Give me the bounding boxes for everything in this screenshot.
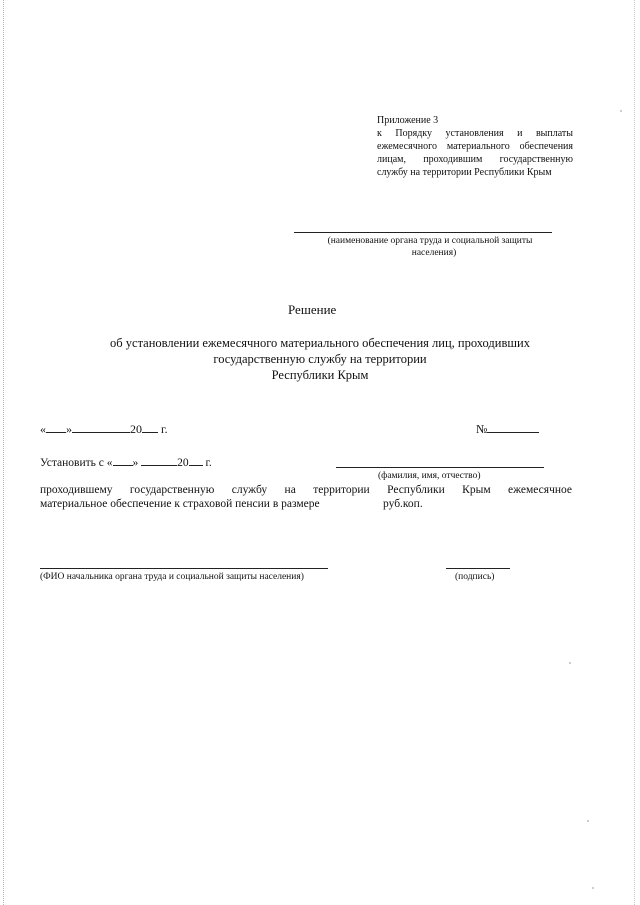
fio-caption: (фамилия, имя, отчество): [378, 471, 481, 481]
establish-day-field[interactable]: [113, 455, 133, 466]
head-fio-caption: (ФИО начальника органа труда и социальной защиты населения): [40, 572, 304, 582]
date-close-quote: »: [66, 422, 72, 436]
establish-year-prefix: 20: [177, 457, 189, 469]
organ-caption-2: населения): [411, 248, 457, 258]
number-row: [476, 422, 539, 437]
date-row: [40, 422, 168, 437]
annex-title: Приложение 3: [377, 115, 439, 126]
scan-edge-left: [3, 0, 4, 905]
establish-prefix: Установить с «: [40, 457, 113, 469]
document-heading: Решение: [288, 302, 337, 317]
body-line-2-part-2: руб.коп.: [383, 498, 423, 510]
number-sign: №: [476, 422, 488, 436]
date-open-quote: «: [40, 422, 46, 436]
number-field[interactable]: [487, 422, 539, 433]
subtitle-line-2: государственную службу на территории: [213, 352, 427, 366]
scan-edge-right: [634, 0, 635, 905]
signature-line[interactable]: [446, 568, 510, 569]
annex-line-4: службу на территории Республики Крым: [377, 167, 552, 178]
month-field[interactable]: [72, 422, 130, 433]
organ-name-line: [294, 232, 552, 233]
signature-caption: (подпись): [455, 572, 495, 582]
annex-line-1: к Порядку установления и выплаты: [377, 128, 573, 139]
day-field[interactable]: [46, 422, 66, 433]
scan-speck: [587, 820, 589, 822]
body-line-2-part-1: материальное обеспечение к страховой пенсии в размере: [40, 498, 320, 510]
annex-line-2: ежемесячного материального обеспечения: [377, 141, 573, 152]
year-field[interactable]: [142, 422, 158, 433]
fio-line[interactable]: [336, 467, 544, 468]
date-year-suffix: г.: [161, 422, 168, 436]
organ-caption-1: (наименование органа труда и социальной защиты: [327, 236, 533, 246]
body-line-1: проходившему государственную службу на территории Республики Крым ежемесячное: [40, 484, 572, 496]
head-fio-line[interactable]: [40, 568, 328, 569]
annex-block: [377, 114, 573, 179]
establish-year-suffix: г.: [205, 457, 212, 469]
establish-row: [40, 455, 212, 469]
establish-month-field[interactable]: [141, 455, 177, 466]
scan-speck: [592, 887, 594, 889]
establish-year-field[interactable]: [189, 455, 203, 466]
scan-speck: [620, 110, 622, 112]
annex-line-3: лицам, проходившим государственную: [377, 154, 573, 165]
establish-close-quote: »: [132, 457, 139, 469]
scan-speck: [569, 662, 571, 664]
subtitle-line-3: Республики Крым: [271, 368, 369, 382]
date-year-prefix: 20: [130, 422, 142, 436]
subtitle-line-1: об установлении ежемесячного материального обеспечения лиц, проходивших: [110, 336, 530, 350]
